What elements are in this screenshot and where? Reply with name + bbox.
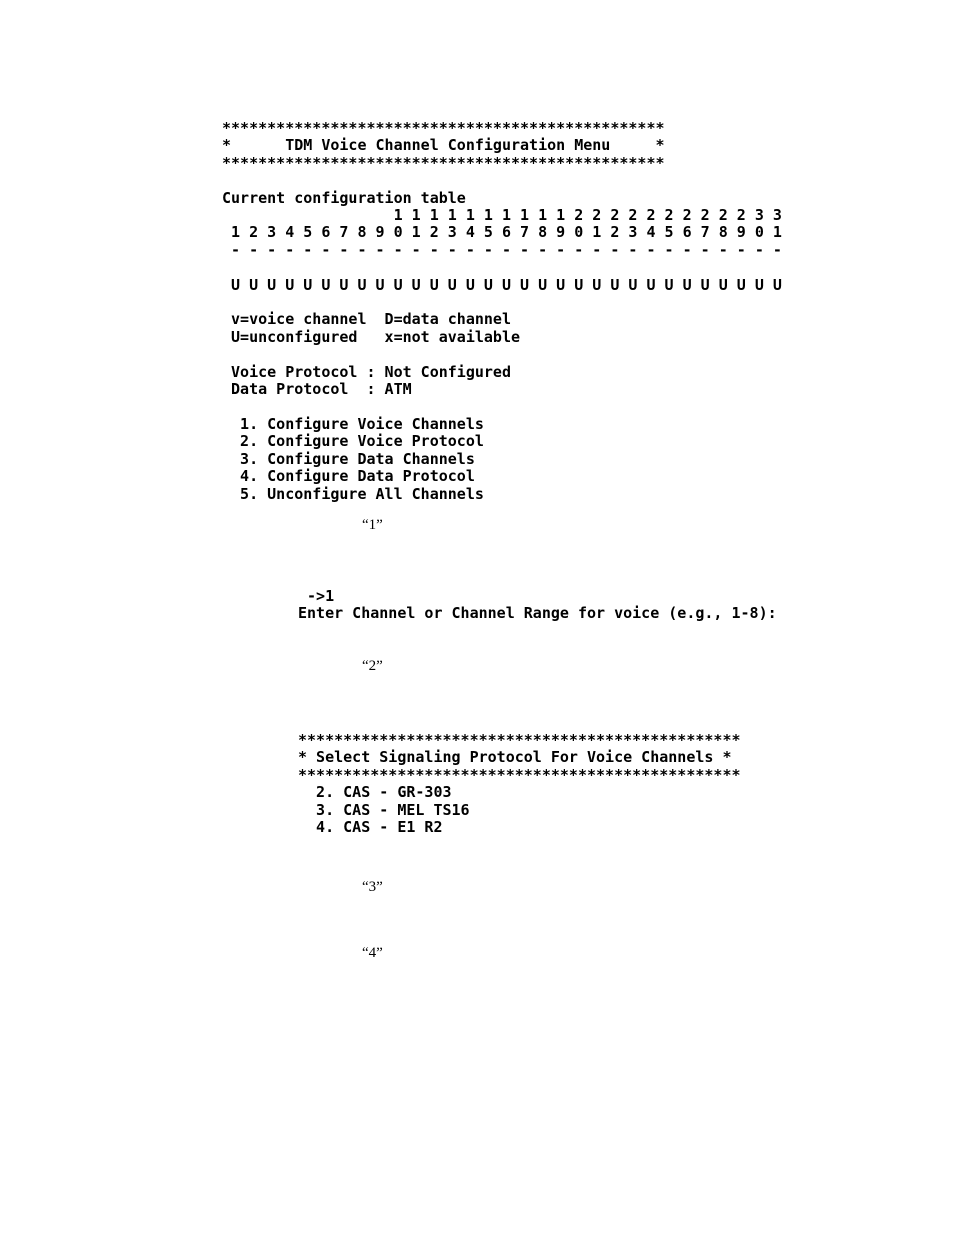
signaling-protocol-menu [298,732,741,836]
channel-state-row: U U U U U U U U U U U U U U U U U U U U U U U U U U U U U U U [222,275,782,294]
legend-line-2: U=unconfigured x=not available [222,327,521,346]
blank-line [222,346,782,363]
callout-label-1: “1” [362,517,383,533]
menu-option-configure-voice-protocol[interactable]: 2. Configure Voice Protocol [222,432,484,451]
menu-option-configure-data-protocol[interactable]: 4. Configure Data Protocol [222,467,475,486]
menu-banner-top: ************************************************* [222,119,665,137]
data-protocol-status: Data Protocol : ATM [222,380,412,399]
channel-number-tens-row: 1 1 1 1 1 1 1 1 1 1 2 2 2 2 2 2 2 2 2 2 3 3 [222,206,782,225]
menu-option-unconfigure-all-channels[interactable]: 5. Unconfigure All Channels [222,484,484,503]
callout-label-3: “3” [362,879,383,895]
signaling-option-mel-ts16[interactable]: 3. CAS - MEL TS16 [298,800,470,819]
tdm-voice-config-menu [222,120,782,503]
signaling-option-gr-303[interactable]: 2. CAS - GR-303 [298,783,452,802]
channel-range-prompt [298,588,777,623]
blank-line [222,259,782,276]
menu-option-configure-voice-channels[interactable]: 1. Configure Voice Channels [222,414,484,433]
signaling-menu-title: * Select Signaling Protocol For Voice Channels * [298,748,732,767]
blank-line [222,399,782,416]
signaling-banner-top: ************************************************* [298,731,741,749]
menu-banner-bottom: ************************************************* [222,153,665,172]
channel-number-units-row: 1 2 3 4 5 6 7 8 9 0 1 2 3 4 5 6 7 8 9 0 1 2 3 4 5 6 7 8 9 0 1 [222,223,782,242]
menu-option-configure-data-channels[interactable]: 3. Configure Data Channels [222,449,475,468]
blank-line [222,294,782,311]
signaling-banner-bottom: ************************************************* [298,765,741,784]
legend-line-1: v=voice channel D=data channel [222,310,511,329]
callout-label-4: “4” [362,945,383,961]
blank-line [222,172,782,189]
channel-range-prompt-text[interactable]: Enter Channel or Channel Range for voice (e.g., 1-8): [298,604,777,623]
voice-protocol-status: Voice Protocol : Not Configured [222,362,511,381]
callout-label-2: “2” [362,658,383,674]
menu-title: * TDM Voice Channel Configuration Menu * [222,136,665,155]
signaling-option-e1-r2[interactable]: 4. CAS - E1 R2 [298,818,443,837]
channel-divider-row: - - - - - - - - - - - - - - - - - - - - - - - - - - - - - - - [222,240,782,259]
input-echo: ->1 [298,587,335,605]
table-caption: Current configuration table [222,188,466,207]
